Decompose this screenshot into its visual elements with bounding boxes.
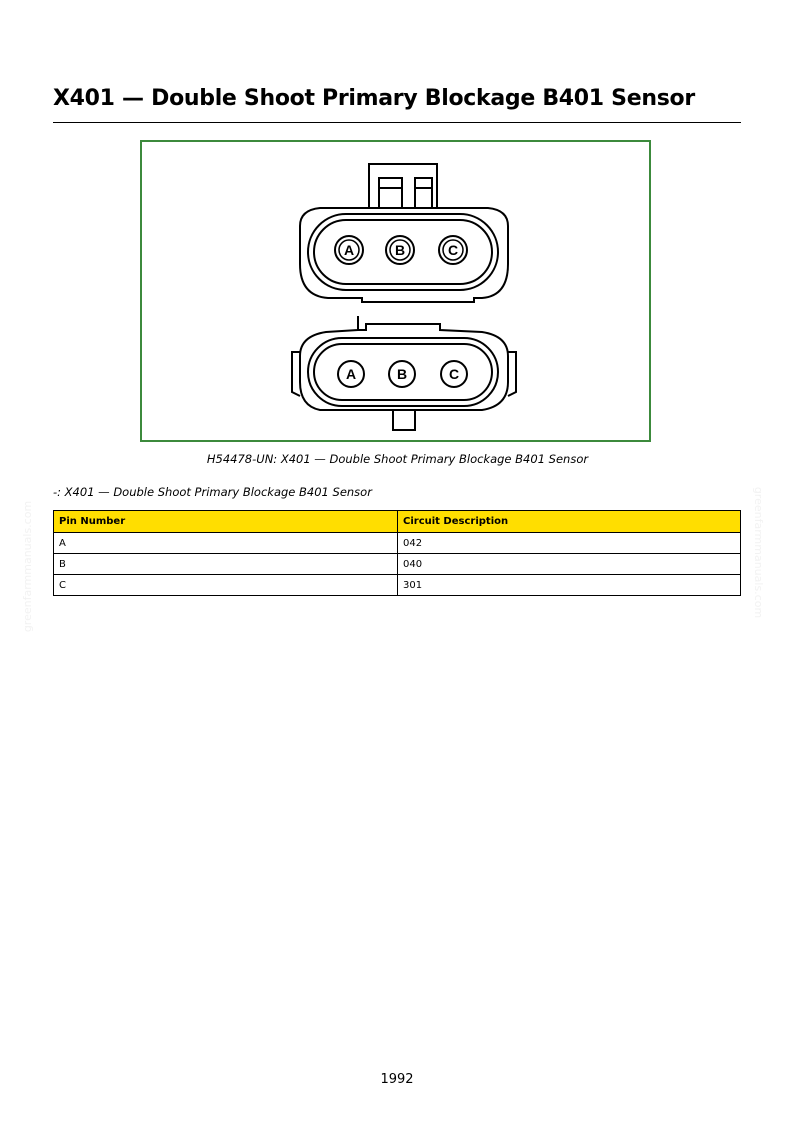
table-row [54,554,741,575]
circuit-description-cell: 042 [398,533,741,554]
bottom-pin-c-label: C [448,366,460,382]
connector-diagram [142,142,653,444]
page-title: X401 — Double Shoot Primary Blockage B401 Sensor [53,86,695,111]
top-pin-a-label: A [343,242,355,258]
circuit-description-cell: 301 [398,575,741,596]
table-row [54,533,741,554]
table-row [54,575,741,596]
page-number: 1992 [380,1072,414,1087]
pin-number-cell: A [54,533,398,554]
table-caption: -: X401 — Double Shoot Primary Blockage B401 Sensor [53,485,372,499]
top-pin-b-label: B [394,242,406,258]
title-divider [53,122,741,123]
pin-table [53,510,741,596]
watermark-right: greenfarmmanuals.com [752,486,766,619]
bottom-pin-a [338,361,364,387]
bottom-pin-c [441,361,467,387]
column-header-circuit-description: Circuit Description [398,511,741,533]
bottom-connector-pins [338,361,467,387]
bottom-pin-b [389,361,415,387]
top-pin-b [386,236,414,264]
bottom-pin-a-label: A [345,366,357,382]
top-pin-c [439,236,467,264]
top-pin-a [335,236,363,264]
figure-caption: H54478-UN: X401 — Double Shoot Primary Blockage B401 Sensor [206,452,589,466]
pin-number-cell: B [54,554,398,575]
top-connector-pins [335,236,467,264]
pin-number-cell: C [54,575,398,596]
bottom-pin-b-label: B [396,366,408,382]
bottom-connector-key [393,410,415,430]
top-connector-latch [369,164,437,208]
table-header-row [54,511,741,533]
column-header-pin-number: Pin Number [54,511,398,533]
watermark-left: greenfarmmanuals.com [21,500,35,633]
circuit-description-cell: 040 [398,554,741,575]
top-pin-c-label: C [447,242,459,258]
connector-figure [140,140,651,442]
